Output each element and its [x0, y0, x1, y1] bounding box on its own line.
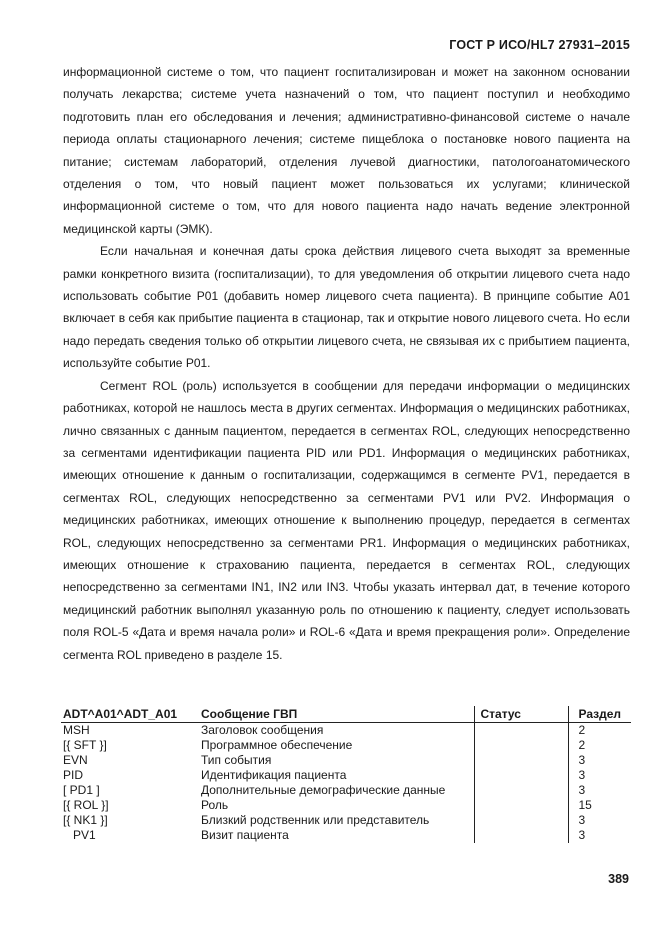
- chapter-cell: 15: [578, 798, 592, 812]
- table-row: [61, 798, 631, 813]
- chapter-cell: 3: [578, 783, 586, 797]
- table-row: [61, 768, 631, 783]
- status-cell: [474, 723, 568, 739]
- description-cell: Заголовок сообщения: [201, 723, 324, 737]
- status-cell: [474, 768, 568, 783]
- description-cell: Близкий родственник или представитель: [201, 813, 430, 827]
- body-text: [63, 61, 630, 666]
- document-header: ГОСТ Р ИСО/HL7 27931–2015: [449, 38, 630, 52]
- segment-cell: PID: [63, 768, 84, 782]
- description-cell: Дополнительные демографические данные: [201, 783, 446, 797]
- segment-cell: [{ ROL }]: [63, 798, 109, 812]
- table-row: [61, 723, 631, 739]
- paragraph: информационной системе о том, что пациент госпитализирован и может на законном основании получать лекарства; системе учета назначений о том, что пациент поступил и необходимо подготовить план его обследования и лечения; административно-финансовой системе о начале периода оплаты стационарного лечения; системе пищеблока о постановке нового пациента на питание; системам лабораторий, отделения лучевой диагностики, патологоанатомического отделения о том, что новый пациент может пользоваться их услугами; клинической информационной системе о том, что для нового пациента надо начать ведение электронной медицинской карты (ЭМК).: [63, 65, 630, 236]
- header-status: Статус: [474, 706, 568, 723]
- table-row: [61, 813, 631, 828]
- chapter-cell: 3: [578, 768, 586, 782]
- description-cell: Идентификация пациента: [201, 768, 347, 782]
- description-cell: Визит пациента: [201, 828, 289, 842]
- segment-cell: EVN: [63, 753, 88, 767]
- status-cell: [474, 738, 568, 753]
- header-message: ADT^A01^ADT_A01: [61, 706, 199, 723]
- description-cell: Роль: [201, 798, 229, 812]
- status-cell: [474, 753, 568, 768]
- segment-cell: [{ SFT }]: [63, 738, 107, 752]
- description-cell: Тип события: [201, 753, 272, 767]
- table-row: [61, 828, 631, 843]
- status-cell: [474, 783, 568, 798]
- chapter-cell: 2: [578, 738, 586, 752]
- segment-cell: [{ NK1 }]: [63, 813, 108, 827]
- header-description: Сообщение ГВП: [199, 706, 474, 723]
- chapter-cell: 2: [578, 723, 586, 737]
- chapter-cell: 3: [578, 813, 586, 827]
- chapter-cell: 3: [578, 753, 586, 767]
- chapter-cell: 3: [578, 828, 586, 842]
- paragraph: Если начальная и конечная даты срока действия лицевого счета выходят за временные рамки конкретного визита (госпитализации), то для уведомления об открытии лицевого счета надо использовать событие Р01 (добавить номер лицевого счета пациента). В принципе событие А01 включает в себя как прибытие пациента в стационар, так и открытие нового лицевого счета. Но если надо передать сведения только об открытии лицевого счета, не связывая их с прибытием пациента, используйте событие Р01.: [63, 244, 630, 371]
- table-row: [61, 738, 631, 753]
- status-cell: [474, 828, 568, 843]
- description-cell: Программное обеспечение: [201, 738, 353, 752]
- page-number: 389: [608, 872, 629, 886]
- segment-cell: MSH: [63, 723, 90, 737]
- segment-cell: [ PD1 ]: [63, 783, 100, 797]
- header-chapter: Раздел: [568, 706, 631, 723]
- table-row: [61, 783, 631, 798]
- message-structure-table: [61, 706, 631, 843]
- status-cell: [474, 798, 568, 813]
- table-row: [61, 753, 631, 768]
- table-header-row: [61, 706, 631, 723]
- status-cell: [474, 813, 568, 828]
- segment-cell: PV1: [73, 828, 96, 842]
- paragraph: Сегмент ROL (роль) используется в сообщении для передачи информации о медицинских работниках, которой не нашлось места в других сегментах. Информация о медицинских работниках, лично связанных с данным пациентом, передается в сегментах ROL, следующих непосредственно за сегментами идентификации пациента PID или PD1. Информация о медицинских работниках, имеющих отношение к данным о госпитализации, содержащимся в сегменте PV1, передается в сегментах ROL, следующих непосредственно за сегментами PV1 или PV2. Информация о медицинских работниках, имеющих отношение к выполнению процедур, передается в сегментах ROL, следующих непосредственно за сегментами PR1. Информация о медицинских работниках, имеющих отношение к страхованию пациента, передается в сегментах ROL, следующих непосредственно за сегментами IN1, IN2 или IN3. Чтобы указать интервал дат, в течение которого медицинский работник выполнял указанную роль по отношению к пациенту, следует использовать поля ROL-5 «Дата и время начала роли» и ROL-6 «Дата и время прекращения роли». Определение сегмента ROL приведено в разделе 15.: [63, 378, 630, 662]
